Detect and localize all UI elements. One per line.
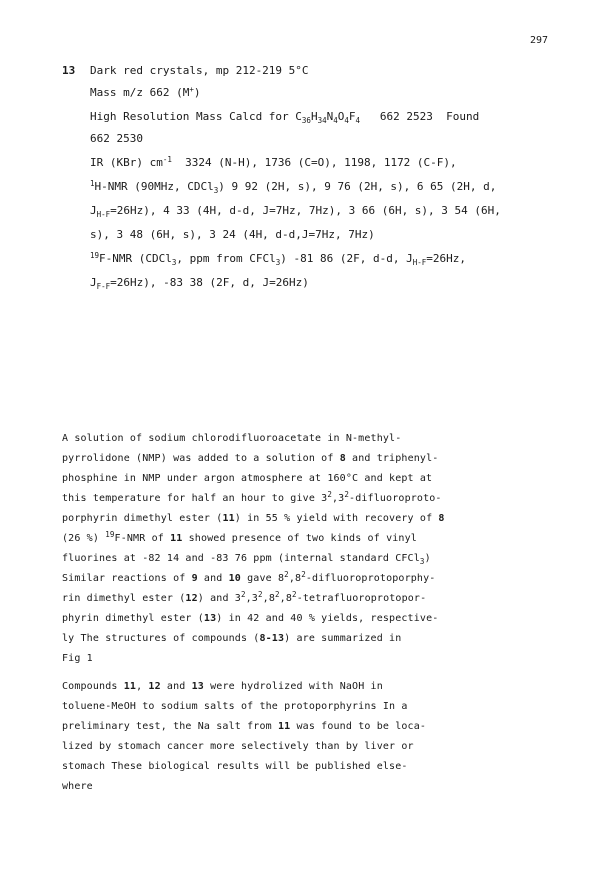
text-segment: gave 8 [240, 573, 285, 584]
mass-line: Mass m/z 662 (M+) [90, 85, 201, 99]
text-segment: Fig 1 [62, 653, 93, 664]
text-segment: and [197, 573, 229, 584]
hnmr-line-2: $J_{H-F}=26Hz$), 4 33 (4H, d-d, J=7Hz, 7Hz), 3 66 (6H, s), 3 54 (6H, [90, 204, 501, 219]
text-segment: 10 [228, 573, 241, 584]
paragraph-line [62, 740, 414, 754]
text-segment: ,3 [332, 493, 345, 504]
text-segment: -tetrafluoroprotopor- [296, 593, 427, 604]
text-segment: preliminary test, the Na salt from [62, 721, 278, 732]
page-number: 297 [530, 35, 549, 46]
text-segment: 13 [203, 613, 217, 624]
text-segment: 2 [240, 590, 246, 599]
paragraph-line [62, 632, 401, 646]
text-segment: were hydrolized with NaOH in [203, 681, 383, 692]
paragraph-line [62, 452, 438, 466]
paragraph-line [62, 720, 426, 734]
fnmr-line-1: $^{19}$F-NMR (CDCl$_3$, ppm from CFCl$_3$) -81 86 (2F, d-d, $J_{H-F}=26Hz$, [90, 251, 467, 267]
text-segment: -difluoroprotoporphy- [305, 573, 436, 584]
text-segment: phosphine in NMP under argon atmosphere at 160°C and kept at [62, 473, 433, 484]
text-segment: ly The structures of compounds ( [62, 633, 260, 644]
text-segment: 8 [339, 453, 346, 464]
text-segment: 8-13 [259, 633, 285, 644]
text-segment: ,8 [288, 573, 302, 584]
text-segment: and triphenyl- [345, 453, 439, 464]
hrms-found: 662 2530 [90, 132, 143, 145]
text-segment: 2 [344, 490, 350, 499]
text-segment: 9 [191, 573, 198, 584]
text-segment: was found to be loca- [290, 721, 427, 732]
text-segment: 11 [277, 721, 291, 732]
text-segment: 2 [292, 590, 297, 599]
paragraph-line [62, 652, 93, 666]
hnmr-line-3: s), 3 48 (6H, s), 3 24 (4H, d-d,J=7Hz, 7Hz) [90, 228, 375, 241]
text-segment: 2 [301, 570, 306, 579]
text-segment: 12 [185, 593, 198, 604]
text-segment: rin dimethyl ester ( [62, 593, 186, 604]
paragraph-line [62, 780, 93, 794]
hnmr-line-1: $^1$H-NMR (90MHz, CDCl$_3$) 9 92 (2H, s), 9 76 (2H, s), 6 65 (2H, d, [90, 179, 497, 195]
text-segment: 2 [275, 590, 280, 599]
text-segment: fluorines at -82 14 and -83 76 ppm (internal standard CFCl [62, 553, 420, 564]
text-segment: (26 %) [62, 533, 106, 544]
compound-number: 13 [62, 64, 76, 77]
text-segment: 19 [105, 530, 115, 539]
compound-description: Dark red crystals, mp 212-219 5°C [90, 64, 309, 77]
text-segment: ,8 [279, 593, 293, 604]
text-segment: 2 [257, 590, 263, 599]
text-segment: where [62, 781, 93, 792]
paragraph-line [62, 612, 438, 626]
paragraph-line [62, 760, 408, 774]
text-segment: 11 [170, 533, 183, 544]
text-segment: showed presence of two kinds of vinyl [182, 533, 417, 544]
text-segment: and [160, 681, 192, 692]
paragraph-line [62, 680, 383, 694]
text-segment: phyrin dimethyl ester ( [62, 613, 204, 624]
paragraph-line [62, 592, 426, 606]
text-segment: 13 [191, 681, 204, 692]
paragraph-line [62, 492, 442, 506]
hrms-line: High Resolution Mass Calcd for $C_{36}H_{34}N_4O_4F_4$ 662 2523 Found [90, 110, 480, 125]
text-segment: lized by stomach cancer more selectively than by liver or [62, 741, 414, 752]
text-segment: ) [424, 553, 431, 564]
text-segment: this temperature for half an hour to give 3 [62, 493, 328, 504]
paragraph-line [62, 512, 445, 526]
text-segment: A solution of sodium chlorodifluoroacetate in N-methyl- [62, 433, 402, 444]
fnmr-line-2: $J_{F-F}=26Hz$), -83 38 (2F, d, J=26Hz) [90, 276, 309, 291]
text-segment: Compounds [62, 681, 124, 692]
text-segment: 11 [222, 513, 235, 524]
paragraph-line [62, 432, 401, 446]
text-segment: -difluoroproto- [349, 493, 442, 504]
paragraph-line [62, 532, 417, 546]
paragraph-line [62, 700, 408, 714]
text-segment: 2 [327, 490, 333, 499]
text-segment: 2 [284, 570, 289, 579]
text-segment: Similar reactions of [62, 573, 192, 584]
text-segment: , [136, 681, 149, 692]
text-segment: ) in 42 and 40 % yields, respective- [216, 613, 439, 624]
text-segment: ,8 [262, 593, 275, 604]
text-segment: porphyrin dimethyl ester ( [62, 513, 223, 524]
text-segment: stomach These biological results will be published else- [62, 761, 408, 772]
text-segment: pyrrolidone (NMP) was added to a solution of [62, 453, 340, 464]
text-segment: 11 [123, 681, 137, 692]
text-segment: toluene-MeOH to sodium salts of the protoporphyrins In a [62, 701, 408, 712]
text-segment: 3 [419, 557, 425, 566]
paragraph-line [62, 572, 435, 586]
text-segment: 12 [148, 681, 161, 692]
paragraph-line [62, 552, 431, 566]
text-segment: ) in 55 % yield with recovery of [234, 513, 439, 524]
text-segment: 8 [438, 513, 445, 524]
text-segment: ) are summarized in [284, 633, 402, 644]
paragraph-line [62, 472, 432, 486]
text-segment: ) and 3 [197, 593, 241, 604]
text-segment: ,3 [245, 593, 258, 604]
ir-line: IR (KBr) $cm^{-1}$ 3324 (N-H), 1736 (C=O), 1198, 1172 (C-F), [90, 155, 457, 169]
text-segment: F-NMR of [114, 533, 171, 544]
